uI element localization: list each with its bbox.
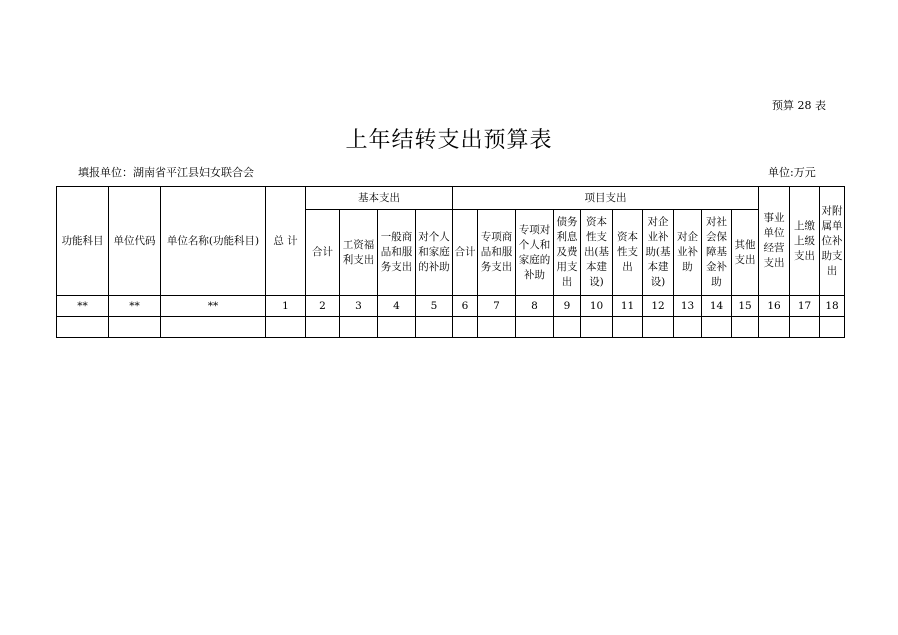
index-cell: 1 — [266, 296, 306, 317]
data-cell — [732, 317, 759, 338]
data-cell — [554, 317, 581, 338]
data-cell — [306, 317, 340, 338]
data-cell — [478, 317, 516, 338]
data-cell — [57, 317, 109, 338]
index-cell: 5 — [416, 296, 453, 317]
header-goods-services: 一般商品和服务支出 — [378, 210, 416, 296]
header-upper-level-payment: 上缴上级支出 — [790, 187, 820, 296]
data-cell — [109, 317, 161, 338]
data-cell — [161, 317, 266, 338]
data-cell — [702, 317, 732, 338]
header-basic-expenditure: 基本支出 — [306, 187, 453, 210]
data-cell — [820, 317, 845, 338]
data-cell — [378, 317, 416, 338]
data-cell — [416, 317, 453, 338]
header-unit-name: 单位名称(功能科目) — [161, 187, 266, 296]
header-unit-code: 单位代码 — [109, 187, 161, 296]
index-cell: 14 — [702, 296, 732, 317]
header-basic-subtotal: 合计 — [306, 210, 340, 296]
header-undertaking-operating: 事业单位经营支出 — [759, 187, 790, 296]
header-project-expenditure: 项目支出 — [453, 187, 759, 210]
header-wages-welfare: 工资福利支出 — [340, 210, 378, 296]
data-cell — [613, 317, 643, 338]
header-special-individual-subsidy: 专项对个人和家庭的补助 — [516, 210, 554, 296]
header-enterprise-subsidy: 对企业补助 — [674, 210, 702, 296]
form-number: 预算 28 表 — [772, 99, 826, 112]
header-capital: 资本性支出 — [613, 210, 643, 296]
header-capital-construction: 资本性支出(基本建设) — [581, 210, 613, 296]
header-debt-interest: 债务利息及费用支出 — [554, 210, 581, 296]
index-cell: 13 — [674, 296, 702, 317]
index-cell: 17 — [790, 296, 820, 317]
index-cell: 12 — [643, 296, 674, 317]
data-cell — [759, 317, 790, 338]
index-cell: ** — [109, 296, 161, 317]
index-cell: 11 — [613, 296, 643, 317]
reporting-unit: 填报单位：湖南省平江县妇女联合会 — [78, 166, 254, 179]
index-cell: 18 — [820, 296, 845, 317]
header-affiliated-subsidy: 对附属单位补助支出 — [820, 187, 845, 296]
index-cell: 16 — [759, 296, 790, 317]
data-cell — [790, 317, 820, 338]
data-cell — [581, 317, 613, 338]
index-cell: 3 — [340, 296, 378, 317]
data-cell — [340, 317, 378, 338]
index-cell: 2 — [306, 296, 340, 317]
data-cell — [516, 317, 554, 338]
header-social-security-fund: 对社会保障基金补助 — [702, 210, 732, 296]
index-cell: 6 — [453, 296, 478, 317]
index-cell: ** — [161, 296, 266, 317]
header-enterprise-subsidy-construction: 对企业补助(基本建设) — [643, 210, 674, 296]
page-title: 上年结转支出预算表 — [345, 128, 553, 153]
header-project-subtotal: 合计 — [453, 210, 478, 296]
index-cell: 8 — [516, 296, 554, 317]
header-special-goods-services: 专项商品和服务支出 — [478, 210, 516, 296]
index-row — [57, 296, 845, 317]
index-cell: ** — [57, 296, 109, 317]
index-cell: 15 — [732, 296, 759, 317]
budget-table — [56, 186, 845, 338]
data-cell — [674, 317, 702, 338]
index-cell: 9 — [554, 296, 581, 317]
data-cell — [643, 317, 674, 338]
currency-unit: 单位:万元 — [768, 166, 816, 179]
index-cell: 4 — [378, 296, 416, 317]
data-cell — [266, 317, 306, 338]
header-total: 总 计 — [266, 187, 306, 296]
index-cell: 7 — [478, 296, 516, 317]
data-cell — [453, 317, 478, 338]
header-individual-household-subsidy: 对个人和家庭的补助 — [416, 210, 453, 296]
header-other-expenditure: 其他支出 — [732, 210, 759, 296]
index-cell: 10 — [581, 296, 613, 317]
header-func-subject: 功能科目 — [57, 187, 109, 296]
table-row — [57, 317, 845, 338]
